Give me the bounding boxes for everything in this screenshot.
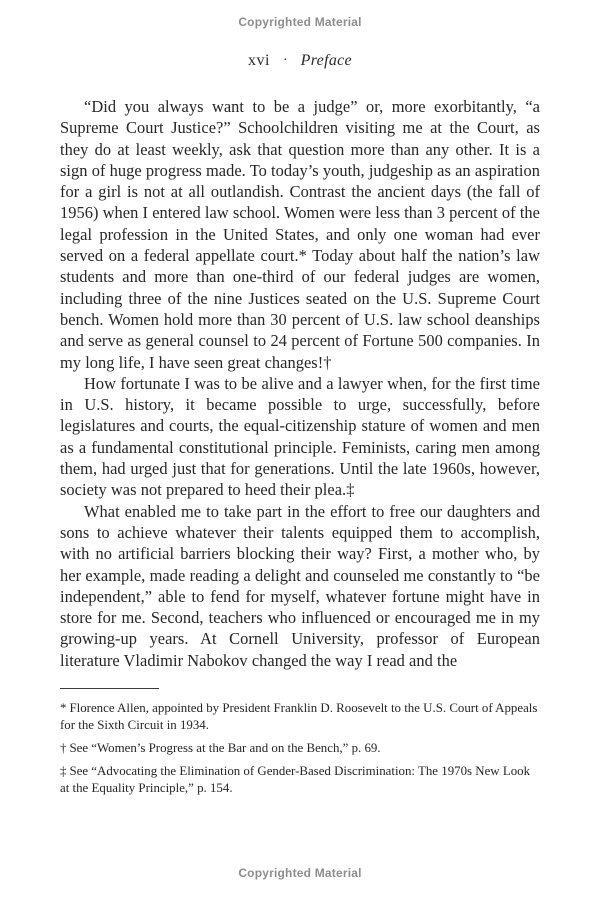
footnote (60, 740, 540, 757)
body-paragraph: How fortunate I was to be alive and a lawyer when, for the first time in U.S. history, it became possible to urge, successfully, before legislatures and courts, the equal-citizenship stature of women and men as a fundamental constitutional principle. Feminists, caring men among them, had urged just that for generations. Until the late 1960s, however, society was not prepared to heed their plea.‡ (60, 373, 540, 500)
footnote-marker: † (60, 741, 67, 756)
chapter-title: Preface (300, 52, 352, 69)
footnote-text: See “Women’s Progress at the Bar and on the Bench,” p. 69. (69, 741, 381, 756)
footnote-marker: ‡ (60, 764, 67, 779)
body-paragraph: “Did you always want to be a judge” or, more exorbitantly, “a Supreme Court Justice?” Schoolchildren visiting me at the Court, as they do at least weekly, ask that question more than any other. It is a sign of huge progress made. To today’s youth, judgeship as an aspiration for a girl is not at all outlandish. Contrast the ancient days (the fall of 1956) when I entered law school. Women were less than 3 percent of the legal profession in the United States, and only one woman had ever served on a federal appellate court.* Today about half the nation’s law students and more than one-third of our federal judges are women, including three of the nine Justices seated on the U.S. Supreme Court bench. Women hold more than 30 percent of U.S. law school deanships and serve as general counsel to 24 percent of Fortune 500 companies. In my long life, I have seen great changes!† (60, 97, 540, 372)
footnote (60, 763, 540, 797)
page-body (60, 96, 540, 836)
footnote (60, 700, 540, 734)
footnotes (60, 700, 540, 797)
header-separator-dot: · (283, 53, 288, 68)
footnote-text: Florence Allen, appointed by President Franklin D. Roosevelt to the U.S. Court of Appeals for the Sixth Circuit in 1934. (60, 701, 538, 733)
body-paragraphs (60, 96, 540, 671)
page-number: xvi (248, 52, 270, 69)
copyright-notice-bottom: Copyrighted Material (238, 866, 362, 880)
footnote-text: See “Advocating the Elimination of Gender-Based Discrimination: The 1970s New Look at the Equality Principle,” p. 154. (60, 764, 531, 796)
body-paragraph: What enabled me to take part in the effort to free our daughters and sons to achieve whatever their talents equipped them to accomplish, with no artificial barriers blocking their way? First, a mother who, by her example, made reading a delight and counseled me constantly to “be independent,” able to fend for myself, whatever fortune might have in store for me. Second, teachers who influenced or encouraged me in my growing-up years. At Cornell University, professor of European literature Vladimir Nabokov changed the way I read and the (60, 501, 540, 670)
running-header (0, 52, 600, 70)
footnote-separator (60, 688, 159, 689)
footnote-marker: * (60, 701, 67, 716)
copyright-notice-top: Copyrighted Material (238, 15, 362, 29)
